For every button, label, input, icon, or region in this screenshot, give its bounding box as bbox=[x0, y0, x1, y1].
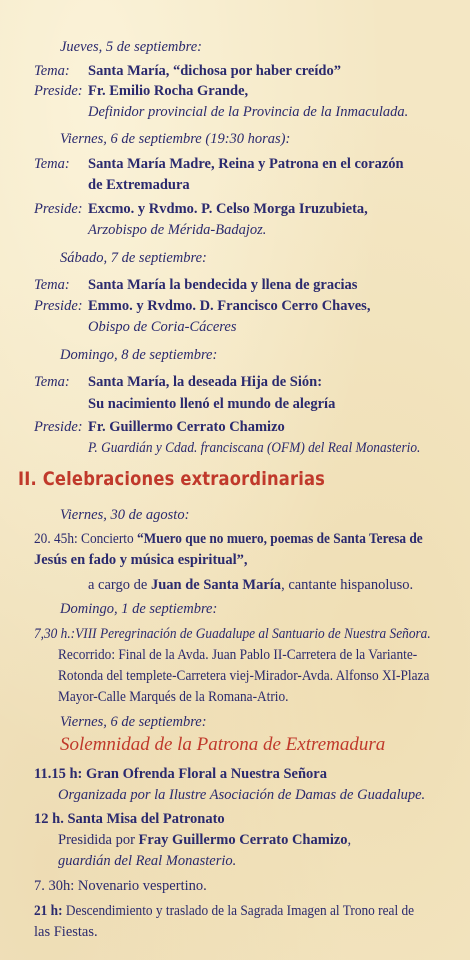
descendimiento-line2: las Fiestas. bbox=[34, 924, 98, 940]
misa-presider bbox=[58, 831, 351, 849]
cargo-name: Juan de Santa María bbox=[150, 577, 282, 593]
tema-label: Tema: bbox=[34, 156, 70, 172]
recorrido-line2: Rotonda del templete-Carretera viej-Mirador-Avda. Alfonso XI-Plaza bbox=[58, 668, 430, 684]
tema-label: Tema: bbox=[34, 63, 70, 79]
tema-label: Tema: bbox=[34, 374, 70, 390]
role-sabado: Obispo de Coria-Cáceres bbox=[88, 319, 237, 335]
concierto-title: “Muero que no muero, poemas de Santa Teresa de bbox=[137, 531, 423, 547]
date-sabado: Sábado, 7 de septiembre: bbox=[60, 250, 207, 266]
solemnidad-title: Solemnidad de la Patrona de Extremadura bbox=[60, 734, 386, 755]
recorrido-line3: Mayor-Calle Marqués de la Romana-Atrio. bbox=[58, 689, 289, 705]
misa-prefix: Presidida por bbox=[58, 832, 139, 848]
cargo-prefix: a cargo de bbox=[88, 577, 151, 593]
date-domingo-1: Domingo, 1 de septiembre: bbox=[60, 601, 218, 617]
tema-jueves: Santa María, “dichosa por haber creído” bbox=[88, 63, 341, 79]
preside-sabado: Emmo. y Rvdmo. D. Francisco Cerro Chaves, bbox=[88, 298, 371, 314]
misa: 12 h. Santa Misa del Patronato bbox=[34, 811, 225, 827]
role-domingo: P. Guardián y Cdad. franciscana (OFM) del Real Monasterio. bbox=[88, 440, 421, 456]
peregrinacion: 7,30 h.:VIII Peregrinación de Guadalupe al Santuario de Nuestra Señora. bbox=[34, 626, 431, 642]
cargo-suffix: , cantante hispanoluso. bbox=[281, 577, 414, 593]
tema-domingo-line1: Santa María, la deseada Hija de Sión: bbox=[88, 374, 323, 390]
role-jueves: Definidor provincial de la Provincia de la Inmaculada. bbox=[88, 104, 409, 120]
novenario: 7. 30h: Novenario vespertino. bbox=[34, 878, 207, 894]
concierto-time: 20. 45h: Concierto bbox=[34, 531, 138, 547]
concierto-cargo bbox=[88, 576, 413, 594]
misa-suffix: , bbox=[347, 832, 352, 848]
ofrenda-organizer: Organizada por la Ilustre Asociación de Damas de Guadalupe. bbox=[58, 787, 426, 803]
role-viernes: Arzobispo de Mérida-Badajoz. bbox=[88, 222, 267, 238]
date-jueves: Jueves, 5 de septiembre: bbox=[60, 39, 202, 55]
misa-name: Fray Guillermo Cerrato Chamizo bbox=[138, 832, 348, 848]
tema-sabado: Santa María la bendecida y llena de gracias bbox=[88, 277, 358, 293]
preside-viernes: Excmo. y Rvdmo. P. Celso Morga Iruzubieta, bbox=[88, 201, 368, 217]
tema-domingo-line2: Su nacimiento llenó el mundo de alegría bbox=[88, 396, 336, 412]
date-viernes: Viernes, 6 de septiembre (19:30 horas): bbox=[60, 131, 291, 147]
misa-role: guardián del Real Monasterio. bbox=[58, 853, 237, 869]
section-heading: II. Celebraciones extraordinarias bbox=[18, 468, 326, 490]
tema-viernes-line1: Santa María Madre, Reina y Patrona en el corazón bbox=[88, 156, 404, 172]
ofrenda: 11.15 h: Gran Ofrenda Floral a Nuestra Señora bbox=[34, 766, 327, 782]
descendimiento-time: 21 h: bbox=[34, 903, 63, 919]
date-agosto: Viernes, 30 de agosto: bbox=[60, 507, 190, 523]
date-domingo: Domingo, 8 de septiembre: bbox=[60, 347, 218, 363]
preside-label: Preside: bbox=[34, 298, 83, 314]
tema-viernes-line2: de Extremadura bbox=[88, 177, 190, 193]
concierto-line2: Jesús en fado y música espiritual”, bbox=[34, 552, 248, 568]
recorrido-line1: Recorrido: Final de la Avda. Juan Pablo II-Carretera de la Variante- bbox=[58, 647, 418, 663]
preside-label: Preside: bbox=[34, 83, 83, 99]
date-viernes-6: Viernes, 6 de septiembre: bbox=[60, 714, 207, 730]
descendimiento-line1 bbox=[34, 902, 414, 920]
descendimiento-text: Descendimiento y traslado de la Sagrada Imagen al Trono real de bbox=[62, 903, 415, 919]
tema-label: Tema: bbox=[34, 277, 70, 293]
preside-jueves: Fr. Emilio Rocha Grande, bbox=[88, 83, 249, 99]
concierto-line1 bbox=[34, 530, 423, 548]
preside-label: Preside: bbox=[34, 201, 83, 217]
preside-label: Preside: bbox=[34, 419, 83, 435]
preside-domingo: Fr. Guillermo Cerrato Chamizo bbox=[88, 419, 285, 435]
